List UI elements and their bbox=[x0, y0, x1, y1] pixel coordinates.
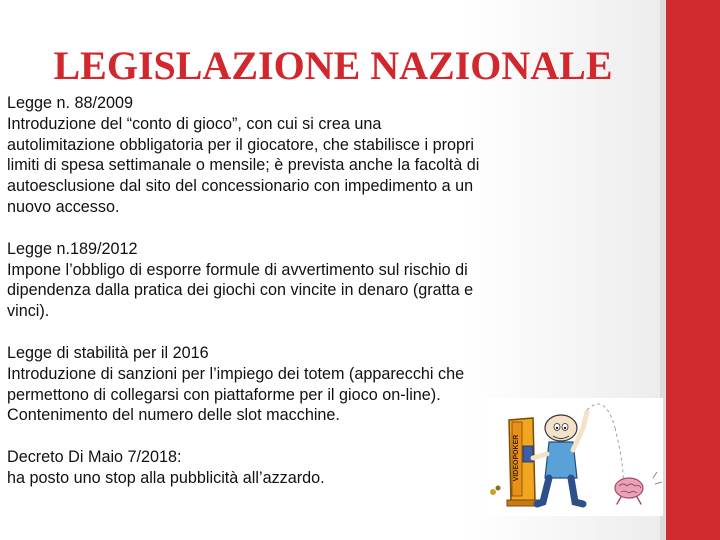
right-accent-stripe bbox=[666, 0, 720, 540]
item-heading: Legge di stabilità per il 2016 bbox=[7, 343, 209, 362]
page-title: LEGISLAZIONE NAZIONALE bbox=[53, 43, 613, 88]
item-text: Impone l’obbligo di esporre formule di avvertimento sul rischio di dipendenza dalla pratica dei giochi con vincite in denaro (gratta e vinci). bbox=[7, 260, 474, 321]
legislation-item bbox=[7, 447, 492, 489]
item-text: Introduzione del “conto di gioco”, con cui si crea una autolimitazione obbligatoria per il giocatore, che stabilisce i propri limiti di spesa settimanale o mensile; è prevista anche la facoltà di autoesclusione dal sito del concessionario con impedimento a un nuovo accesso. bbox=[7, 114, 480, 216]
legislation-list bbox=[7, 93, 492, 510]
gambler-at-machine-icon bbox=[487, 398, 663, 516]
machine-label: VIDEOPOKER bbox=[513, 434, 520, 482]
item-text: Introduzione di sanzioni per l’impiego dei totem (apparecchi che permettono di collegarsi con piattaforme per il gioco on-line). bbox=[7, 364, 465, 404]
item-text: Contenimento del numero delle slot macchine. bbox=[7, 406, 340, 425]
item-heading: Legge n.189/2012 bbox=[7, 239, 138, 258]
legislation-item bbox=[7, 343, 492, 426]
item-text: ha posto uno stop alla pubblicità all’azzardo. bbox=[7, 468, 325, 487]
item-heading: Legge n. 88/2009 bbox=[7, 94, 134, 112]
videopoker-cartoon-illustration bbox=[487, 398, 663, 516]
legislation-item bbox=[7, 239, 492, 322]
legislation-item bbox=[7, 93, 492, 218]
item-heading: Decreto Di Maio 7/2018: bbox=[7, 448, 182, 467]
